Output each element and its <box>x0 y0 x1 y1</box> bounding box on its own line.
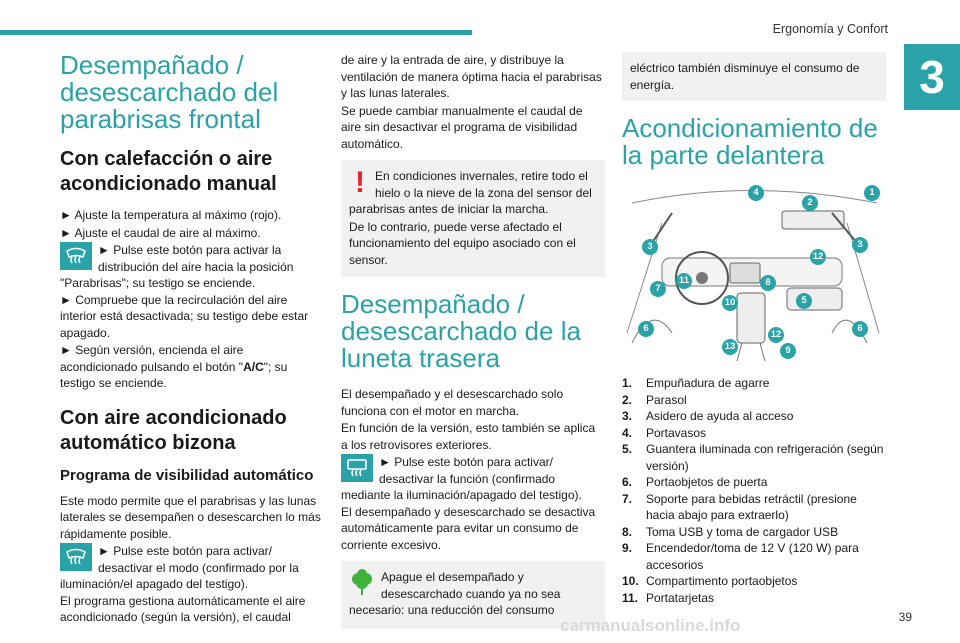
legend-item: 1. Empuñadura de agarre <box>622 376 770 390</box>
manual-ac-heading: Con calefacción o aire acondicionado manual <box>60 148 277 195</box>
legend-item: 10. Compartimento portaobjetos <box>622 574 798 588</box>
rear-defrost-title: Desempañado / desescarchado de la luneta trasera <box>341 289 581 373</box>
auto-cont-2: Se puede cambiar manualmente el caudal de aire sin desactivar el programa de visibilidad automático. <box>341 103 583 151</box>
column-2 <box>341 52 605 643</box>
eco-note-continued: eléctrico también disminuye el consumo de energía. <box>622 52 886 101</box>
chapter-number-badge: 3 <box>904 44 960 110</box>
step-visibility: ► Pulse este botón para activar/ desactivar el modo (confirmado por la iluminación/el apagado del testigo). <box>60 544 299 591</box>
page-number: 39 <box>898 610 912 624</box>
auto-intro: Este modo permite que el parabrisas y las lunas laterales se desempañen o desescarchen lo más rápidamente posible. <box>60 493 321 541</box>
callout-5: 5 <box>796 293 812 309</box>
callout-12-top: 12 <box>810 249 826 265</box>
step-temperature: ► Ajuste la temperatura al máximo (rojo). <box>60 208 282 222</box>
callout-13: 13 <box>722 339 738 355</box>
callout-8: 8 <box>760 275 776 291</box>
auto-cont-1: de aire y la entrada de aire, y distribuye la ventilación de manera óptima hacia el parabrisas y las lunas laterales. <box>341 53 602 100</box>
legend-item: 3. Asidero de ayuda al acceso <box>622 409 794 423</box>
legend-item: 6. Portaobjetos de puerta <box>622 475 768 489</box>
legend-item: 7. Soporte para bebidas retráctil (presione hacia abajo para extraerlo) <box>622 491 857 522</box>
callout-3-left: 3 <box>642 239 658 255</box>
fittings-legend <box>622 375 886 606</box>
rear-p2: En función de la versión, esto también se aplica a los retrovisores exteriores. <box>341 421 596 452</box>
eco-leaf-icon <box>349 569 377 599</box>
column-1 <box>60 52 322 627</box>
callout-6-right: 6 <box>852 321 868 337</box>
legend-item: 5. Guantera iluminada con refrigeración (según versión) <box>622 442 884 473</box>
step-recirculation: ► Compruebe que la recirculación del aire interior está desactivada; su testigo debe estar apagado. <box>60 292 309 340</box>
warning-note: ! En condiciones invernales, retire todo el hielo o la nieve de la zona del sensor del parabrisas antes de iniciar la marcha. De lo contrario, puede verse afectado el funcionamiento del equipo asociado con el sensor. <box>341 160 605 277</box>
callout-7: 7 <box>650 281 666 297</box>
callout-6-left: 6 <box>638 321 654 337</box>
legend-item: 9. Encendedor/toma de 12 V (120 W) para accesorios <box>622 541 859 572</box>
warning-icon: ! <box>355 166 365 199</box>
windscreen-defrost-icon <box>60 242 92 270</box>
cabin-illustration <box>622 183 884 363</box>
step-ac: ► Según versión, encienda el aire acondicionado pulsando el botón "A/C"; su testigo se enciende. <box>60 343 288 390</box>
rear-window-defrost-icon <box>341 454 373 482</box>
visibility-program-heading: Programa de visibilidad automático <box>60 466 314 484</box>
legend-item: 4. Portavasos <box>622 425 707 440</box>
rear-p1: El desempañado y el desescarchado solo funciona con el motor en marcha. <box>341 387 564 418</box>
callout-10: 10 <box>722 295 738 311</box>
callout-4: 4 <box>748 185 764 201</box>
top-accent-bar <box>0 30 472 35</box>
rear-p4: El desempañado y desescarchado se desactiva automáticamente para evitar un consumo de corriente excesivo. <box>341 504 596 552</box>
legend-item: 2. Parasol <box>622 392 687 407</box>
callout-12-bottom: 12 <box>768 327 784 343</box>
step-windscreen: ► Pulse este botón para activar la distribución del aire hacia la posición "Parabrisas"; su testigo se enciende. <box>60 243 294 290</box>
legend-item: 11. Portatarjetas <box>622 590 715 605</box>
callout-9: 9 <box>780 343 796 359</box>
eco-note: Apague el desempañado y desescarchado cuando ya no sea necesario: una reducción del consumo <box>341 561 605 629</box>
section-label: Ergonomía y Confort <box>772 22 888 36</box>
callout-11: 11 <box>676 273 692 289</box>
front-defrost-title: Desempañado / desescarchado del parabrisas frontal <box>60 50 279 134</box>
auto-ac-heading: Con aire acondicionado automático bizona <box>60 406 287 454</box>
auto-program-text: El programa gestiona automáticamente el aire acondicionado (según la versión), el caudal <box>60 593 306 624</box>
legend-item: 8. Toma USB y toma de cargador USB <box>622 524 839 539</box>
front-fittings-title: Acondicionamiento de la parte delantera <box>622 113 878 170</box>
watermark: carmanualsonline.info <box>560 616 741 635</box>
column-3 <box>622 52 886 606</box>
callout-2: 2 <box>802 195 818 211</box>
cabin-diagram <box>622 183 884 363</box>
callout-3-right: 3 <box>852 237 868 253</box>
ac-button-label: A/C <box>243 359 264 374</box>
step-rear: ► Pulse este botón para activar/ desactivar la función (confirmado mediante la iluminación/apagado del testigo). <box>341 455 582 502</box>
visibility-mode-icon <box>60 543 92 571</box>
callout-1: 1 <box>864 185 880 201</box>
step-airflow: ► Ajuste el caudal de aire al máximo. <box>60 225 261 240</box>
